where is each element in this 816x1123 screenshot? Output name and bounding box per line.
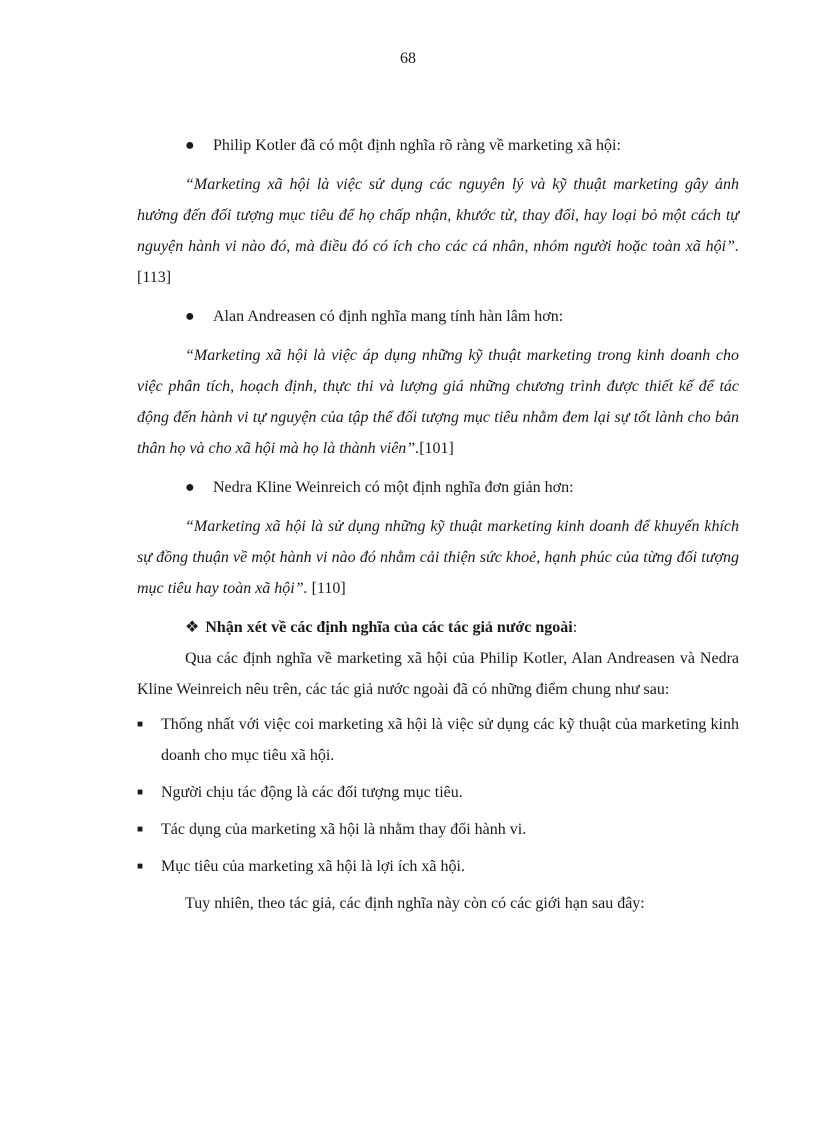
remarks-paragraph: Qua các định nghĩa về marketing xã hội của Philip Kotler, Alan Andreasen và Nedra Kline Weinreich nêu trên, các tác giả nước ngoài đã có những điểm chung như sau: (137, 650, 739, 698)
list-item-text: Tác dụng của marketing xã hội là nhằm thay đổi hành vi. (161, 821, 527, 838)
list-item (137, 851, 739, 882)
quote-text: “Marketing xã hội là việc áp dụng những kỹ thuật marketing trong kinh doanh cho việc phân tích, hoạch định, thực thi và lượng giá những chương trình được thiết kế để tác động đến hành vi tự nguyện của tập thể đối tượng mục tiêu nhằm đem lại sự tốt lành cho bản thân họ và cho xã hội mà họ là thành viên”. (137, 347, 739, 457)
definition-intro-3 (137, 472, 739, 503)
round-bullet-icon: ● (185, 479, 195, 496)
list-item (137, 777, 739, 808)
list-item (137, 709, 739, 771)
list-item-text: Người chịu tác động là các đối tượng mục tiêu. (161, 784, 463, 801)
list-item (137, 814, 739, 845)
citation-ref: [110] (307, 580, 346, 597)
list-item-text: Thống nhất với việc coi marketing xã hội là việc sử dụng các kỹ thuật của marketing kinh doanh cho mục tiêu xã hội. (161, 716, 739, 764)
common-points-list (137, 709, 739, 882)
document-body (137, 130, 739, 919)
square-bullet-icon: ■ (137, 787, 144, 798)
definition-intro-text: Philip Kotler đã có một định nghĩa rõ ràng về marketing xã hội: (213, 137, 621, 154)
round-bullet-icon: ● (185, 308, 195, 325)
quote-text: “Marketing xã hội là việc sử dụng các nguyên lý và kỹ thuật marketing gây ảnh hưởng đến đối tượng mục tiêu để họ chấp nhận, khước từ, thay đổi, hay loại bỏ một cách tự nguyện hành vi nào đó, mà điều đó có ích cho các cá nhân, nhóm người hoặc toàn xã hội”. (137, 176, 739, 255)
page-number: 68 (400, 50, 416, 67)
square-bullet-icon: ■ (137, 719, 144, 730)
definition-quote-3 (137, 511, 739, 604)
section-heading-text: Nhận xét về các định nghĩa của các tác giả nước ngoài (205, 619, 573, 636)
definition-intro-text: Alan Andreasen có định nghĩa mang tính hàn lâm hơn: (213, 308, 564, 325)
citation-ref: [101] (419, 440, 454, 457)
definition-quote-1 (137, 169, 739, 293)
round-bullet-icon: ● (185, 137, 195, 154)
definition-intro-2 (137, 301, 739, 332)
closing-paragraph: Tuy nhiên, theo tác giả, các định nghĩa này còn có các giới hạn sau đây: (185, 895, 645, 912)
section-heading-colon: : (572, 619, 578, 636)
citation-ref: [113] (137, 269, 172, 286)
definition-intro-1 (137, 130, 739, 161)
square-bullet-icon: ■ (137, 824, 144, 835)
definition-quote-2 (137, 340, 739, 464)
section-heading (137, 612, 739, 643)
definition-intro-text: Nedra Kline Weinreich có một định nghĩa đơn giản hơn: (213, 479, 574, 496)
list-item-text: Mục tiêu của marketing xã hội là lợi ích xã hội. (161, 858, 465, 875)
quote-text: “Marketing xã hội là sử dụng những kỹ thuật marketing kinh doanh để khuyến khích sự đồng thuận về một hành vi nào đó nhằm cải thiện sức khoẻ, hạnh phúc của từng đối tượng mục tiêu hay toàn xã hội”. (137, 518, 739, 597)
diamond-bullet-icon: ❖ (185, 619, 200, 636)
square-bullet-icon: ■ (137, 861, 144, 872)
